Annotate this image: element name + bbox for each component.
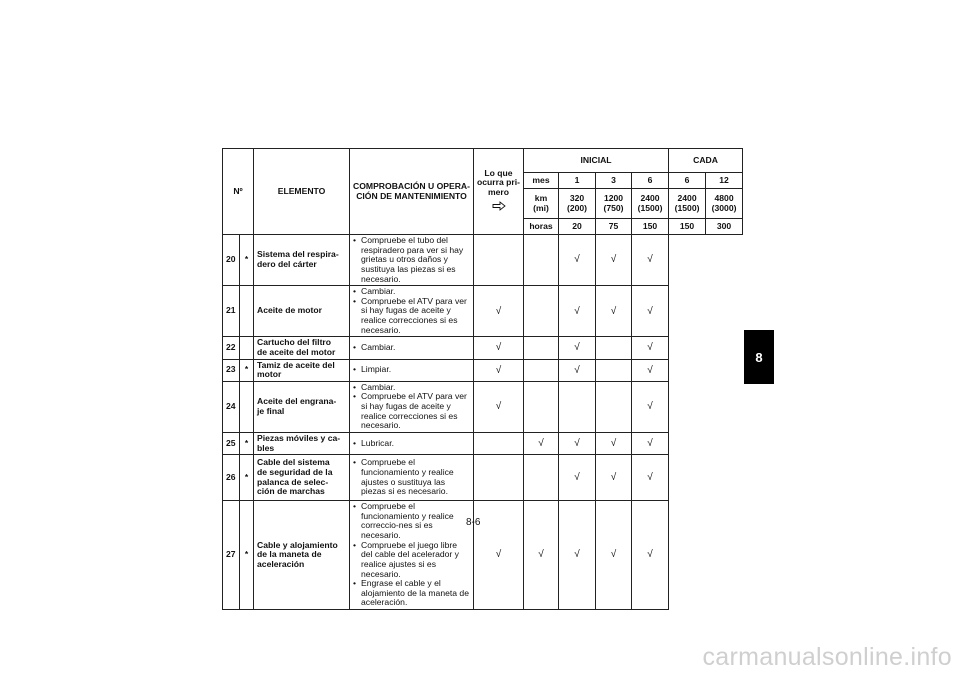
row-number: 24 [223,381,240,432]
row-checks [350,337,474,359]
check-item: • Lubricar. [353,439,470,449]
row-star-marker [240,286,254,337]
header-no: Nº [223,149,254,235]
check-item: • Compruebe el ATV para ver si hay fugas de aceite y realice correcciones si es necesario. [353,392,470,431]
table-row [223,432,743,454]
check-mark-cell: √ [596,286,632,337]
check-mark-cell: √ [632,432,669,454]
row-checks [350,359,474,381]
check-mark-cell: √ [596,501,632,610]
check-list [353,458,470,497]
page-number: 8-6 [466,517,481,528]
check-mark-cell: √ [474,381,524,432]
check-mark-cell [596,359,632,381]
header-first [474,149,524,235]
check-mark-cell [474,432,524,454]
row-star-marker: * [240,455,254,501]
row-element: Aceite de motor [254,286,350,337]
row-km-cell: 1200 (750) [596,189,632,219]
check-item: • Limpiar. [353,365,470,375]
row-month-cell: 12 [706,173,743,189]
row-star-marker [240,337,254,359]
check-list [353,365,470,375]
row-km-cell: 2400 (1500) [632,189,669,219]
check-list [353,383,470,431]
check-mark-cell: √ [524,501,559,610]
row-month-cell: 1 [559,173,596,189]
row-number: 21 [223,286,240,337]
check-mark-cell: √ [632,286,669,337]
check-mark-cell [524,337,559,359]
table-row [223,501,743,610]
row-hours-cell: horas [524,219,559,235]
check-mark-cell: √ [559,235,596,286]
check-item: • Compruebe el ATV para ver si hay fugas de aceite y realice correcciones si es necesario. [353,297,470,336]
check-list [353,439,470,449]
header-every: CADA [669,149,743,173]
row-km-cell: km (mi) [524,189,559,219]
row-checks [350,381,474,432]
table-row [223,381,743,432]
row-km-cell: 2400 (1500) [669,189,706,219]
row-star-marker: * [240,235,254,286]
row-number: 23 [223,359,240,381]
row-km-cell: 320 (200) [559,189,596,219]
check-mark-cell [474,455,524,501]
row-hours-cell: 300 [706,219,743,235]
check-mark-cell: √ [559,432,596,454]
check-mark-cell: √ [596,455,632,501]
check-item: • Engrase el cable y el alojamiento de la maneta de aceleración. [353,579,470,608]
row-number: 20 [223,235,240,286]
check-mark-cell [524,235,559,286]
row-number: 26 [223,455,240,501]
check-mark-cell: √ [559,359,596,381]
row-star-marker: * [240,359,254,381]
row-hours-cell: 150 [632,219,669,235]
check-mark-cell: √ [632,337,669,359]
header-initial: INICIAL [524,149,669,173]
row-star-marker: * [240,432,254,454]
check-mark-cell: √ [632,359,669,381]
row-element: Tamiz de aceite del motor [254,359,350,381]
check-mark-cell: √ [559,286,596,337]
check-item: • Cambiar. [353,383,470,393]
row-hours-cell: 75 [596,219,632,235]
row-month-cell: 6 [632,173,669,189]
table-row [223,286,743,337]
row-hours-cell: 20 [559,219,596,235]
row-element: Aceite del engrana- je final [254,381,350,432]
row-element: Sistema del respira- dero del cárter [254,235,350,286]
row-month-cell: 3 [596,173,632,189]
watermark: carmanualsonline.info [702,643,952,671]
row-star-marker [240,381,254,432]
check-mark-cell [524,455,559,501]
row-checks [350,432,474,454]
row-element: Cable y alojamiento de la maneta de aceleración [254,501,350,610]
table-row [223,235,743,286]
hollow-right-arrow-icon [477,200,520,215]
row-star-marker: * [240,501,254,610]
row-number: 22 [223,337,240,359]
check-item: • Compruebe el tubo del respiradero para ver si hay grietas u otros daños y sustituya las piezas si es necesario. [353,236,470,284]
check-mark-cell: √ [559,455,596,501]
check-list [353,236,470,284]
row-month-cell: 6 [669,173,706,189]
check-list [353,502,470,608]
check-item: • Cambiar. [353,287,470,297]
header-element: ELEMENTO [254,149,350,235]
check-mark-cell: √ [559,337,596,359]
check-mark-cell [596,337,632,359]
row-number: 25 [223,432,240,454]
check-item: • Compruebe el funcionamiento y realice ajustes o sustituya las piezas si es necesario. [353,458,470,497]
maintenance-table [222,148,743,610]
row-element: Cable del sistema de seguridad de la palanca de selec- ción de marchas [254,455,350,501]
check-item: • Compruebe el funcionamiento y realice correccio-nes si es necesario. [353,502,470,541]
check-mark-cell [524,359,559,381]
table-row [223,359,743,381]
check-mark-cell: √ [559,501,596,610]
check-list [353,343,470,353]
check-mark-cell: √ [474,359,524,381]
header-check: COMPROBACIÓN U OPERA- CIÓN DE MANTENIMIENTO [350,149,474,235]
check-mark-cell [524,381,559,432]
check-mark-cell [559,381,596,432]
row-km-cell: 4800 (3000) [706,189,743,219]
table-row [223,455,743,501]
check-mark-cell: √ [632,381,669,432]
row-hours-cell: 150 [669,219,706,235]
check-mark-cell [524,286,559,337]
row-checks [350,455,474,501]
check-mark-cell: √ [632,235,669,286]
row-month-cell: mes [524,173,559,189]
check-mark-cell: √ [474,286,524,337]
check-mark-cell [596,381,632,432]
check-item: • Cambiar. [353,343,470,353]
row-checks [350,286,474,337]
check-mark-cell: √ [596,235,632,286]
check-mark-cell: √ [632,455,669,501]
chapter-tab[interactable]: 8 [744,330,774,384]
check-mark-cell: √ [474,501,524,610]
check-mark-cell: √ [632,501,669,610]
check-mark-cell [474,235,524,286]
row-element: Cartucho del filtro de aceite del motor [254,337,350,359]
check-mark-cell: √ [596,432,632,454]
check-mark-cell: √ [524,432,559,454]
row-element: Piezas móviles y ca- bles [254,432,350,454]
row-checks [350,501,474,610]
row-checks [350,235,474,286]
header-first-label: Lo que ocurra pri- mero [477,167,520,198]
table-row [223,337,743,359]
check-mark-cell: √ [474,337,524,359]
check-item: • Compruebe el juego libre del cable del acelerador y realice ajustes si es necesario. [353,541,470,580]
check-list [353,287,470,335]
row-number: 27 [223,501,240,610]
